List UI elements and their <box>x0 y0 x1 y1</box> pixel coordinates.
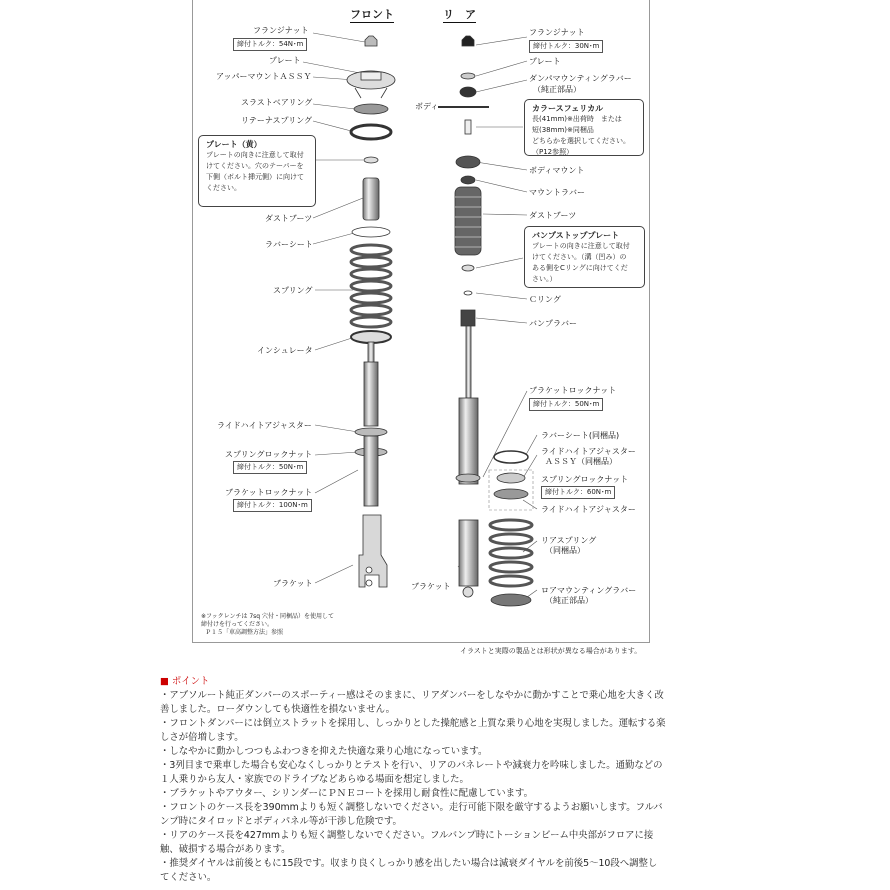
rear-body-label: ボディ <box>415 102 439 111</box>
point-line: 触、破損する場合があります。 <box>160 844 291 855</box>
rear-bracket-lock-nut-label: ブラケットロックナット <box>529 386 617 395</box>
rear-bracket-lock-nut-torque: 締付トルク：50N･m <box>529 398 603 411</box>
point-line: ンプ時にタイロッドとボディパネル等が干渉し危険です。 <box>160 816 402 827</box>
front-flange-nut-label: フランジナット <box>253 26 309 35</box>
exploded-parts-diagram <box>192 0 650 643</box>
front-ride-height-adjuster-label: ライドハイトアジャスター <box>217 421 312 430</box>
rear-bump-rubber-label: バンプラバー <box>529 319 577 328</box>
point-line: しさが倍増します。 <box>160 732 244 743</box>
rear-ride-height-assy-sub: ＡＳＳＹ（同梱品） <box>545 457 617 466</box>
point-line: ・リアのケース長を427mmよりも短く調整しないでください。フルバンプ時にトーションビーム中央部がフロアに接 <box>160 830 654 841</box>
front-dust-boot-label: ダストブーツ <box>265 214 313 223</box>
rear-mount-rubber-label: マウントラバー <box>529 188 585 197</box>
rear-header: リ ア <box>443 8 476 21</box>
front-retainer-spring-label: リテーナスプリング <box>241 116 313 125</box>
point-line: ・しなやかに動かしつつもふわつきを抑えた快適な乗り心地になっています。 <box>160 746 488 757</box>
front-upper-mount-label: アッパーマウントＡＳＳＹ <box>216 72 312 81</box>
front-rubber-seat-label: ラバーシート <box>265 240 313 249</box>
rear-dust-boot-label: ダストブーツ <box>529 211 577 220</box>
point-line: 善しました。ローダウンしても快適性を損ないません。 <box>160 704 395 715</box>
rear-plate-label: プレート <box>529 57 561 66</box>
hook-wrench-note-2: 締付けを行ってください。 <box>201 621 274 628</box>
point-line: １人乗りから友人・家族でのドライブなどあらゆる場面を想定しました。 <box>160 774 469 785</box>
front-bracket-lock-nut-label: ブラケットロックナット <box>225 488 313 497</box>
front-bracket-lock-nut-torque: 締付トルク：100N･m <box>233 499 312 512</box>
point-line: てください。 <box>160 872 217 883</box>
rear-body-mount-label: ボディマウント <box>529 166 585 175</box>
rear-lower-mount-rubber-label: ロアマウンティングラバー <box>541 586 637 595</box>
front-spring-lock-nut-label: スプリングロックナット <box>225 450 313 459</box>
rear-flange-nut-label: フランジナット <box>529 28 585 37</box>
front-bracket-label: ブラケット <box>273 579 313 588</box>
point-line: ・ブラケットやアウター、シリンダーにＰＮＥコートを採用し耐食性に配慮しています。 <box>160 788 533 799</box>
front-thrust-bearing-label: スラストベアリング <box>241 98 313 107</box>
rear-bump-stop-callout: バンプストッププレート プレートの向きに注意して取付 けてください。（溝（凹み）の ある側をCリングに向けてくだ さい。） <box>524 226 645 288</box>
rear-c-ring-label: Ｃリング <box>529 295 561 304</box>
rear-collar-callout: カラースフェリカル 長(41mm)※出荷時 または 短(38mm)※同梱品 どちらかを選択してください。 （P12参照） <box>524 99 644 156</box>
rear-spring-label: リアスプリング <box>541 536 597 545</box>
rear-ride-height-adjuster-label: ライドハイトアジャスター <box>541 505 636 514</box>
rear-spring-sub: （同梱品） <box>545 546 585 555</box>
front-plate-callout: プレート（黄） プレートの向きに注意して取付 けてください。穴のテーパーを 下側（ボルト挿元側）に向けて ください。 <box>198 135 316 207</box>
point-line: ・3列目まで乗車した場合も安心なくしっかりとテストを行い、リアのバネレートや減衰力を吟味しました。通勤などの <box>160 760 663 771</box>
rear-spring-lock-nut-label: スプリングロックナット <box>541 475 629 484</box>
front-flange-nut-torque: 締付トルク：54N･m <box>233 38 307 51</box>
hook-wrench-note-1: ※フックレンチは 7sq 穴付・同梱品）を使用して <box>201 613 335 620</box>
point-line: ・アブソルート純正ダンパーのスポーティー感はそのままに、リアダンパーをしなやかに動かすことで乗心地を大きく改 <box>160 690 664 701</box>
front-insulator-label: インシュレータ <box>257 346 313 355</box>
leader-lines <box>303 33 537 600</box>
front-plate-label: プレート <box>269 56 301 65</box>
rear-rubber-seat-label: ラバーシート(同梱品) <box>541 431 620 440</box>
front-header: フロント <box>350 8 394 21</box>
illustration-disclaimer: イラストと実際の製品とは形状が異なる場合があります。 <box>460 647 642 655</box>
point-line: ・フロントのケース長を390mmよりも短く調整しないでください。走行可能下限を厳守するようお願いします。フルバ <box>160 802 663 813</box>
rear-damper-mount-rubber-sub: （純正部品） <box>533 85 581 94</box>
rear-flange-nut-torque: 締付トルク：30N･m <box>529 40 603 53</box>
front-spring-label: スプリング <box>273 286 313 295</box>
points-section <box>160 675 685 885</box>
point-line: ・フロントダンパーには倒立ストラットを採用し、しっかりとした操舵感と上質な乗り心地を実現しました。運転する楽 <box>160 718 666 729</box>
point-line: ・推奨ダイヤルは前後ともに15段です。収まり良くしっかり感を出したい場合は減衰ダイヤルを前後5〜10段へ調整し <box>160 858 658 869</box>
rear-lower-mount-rubber-sub: （純正部品） <box>545 596 593 605</box>
rear-damper-mount-rubber-label: ダンパマウンティングラバー <box>529 74 632 83</box>
rear-ride-height-assy-label: ライドハイトアジャスター <box>541 447 636 456</box>
rear-spring-lock-nut-torque: 締付トルク：60N･m <box>541 486 615 499</box>
front-strut <box>347 36 395 587</box>
hook-wrench-note-3: Ｐ１５「車高調整方法」参照 <box>205 629 284 636</box>
rear-bracket-label: ブラケット <box>411 582 451 591</box>
points-heading: ■ ポイント <box>160 676 210 687</box>
front-spring-lock-nut-torque: 締付トルク：50N･m <box>233 461 307 474</box>
rear-shock <box>438 36 532 606</box>
